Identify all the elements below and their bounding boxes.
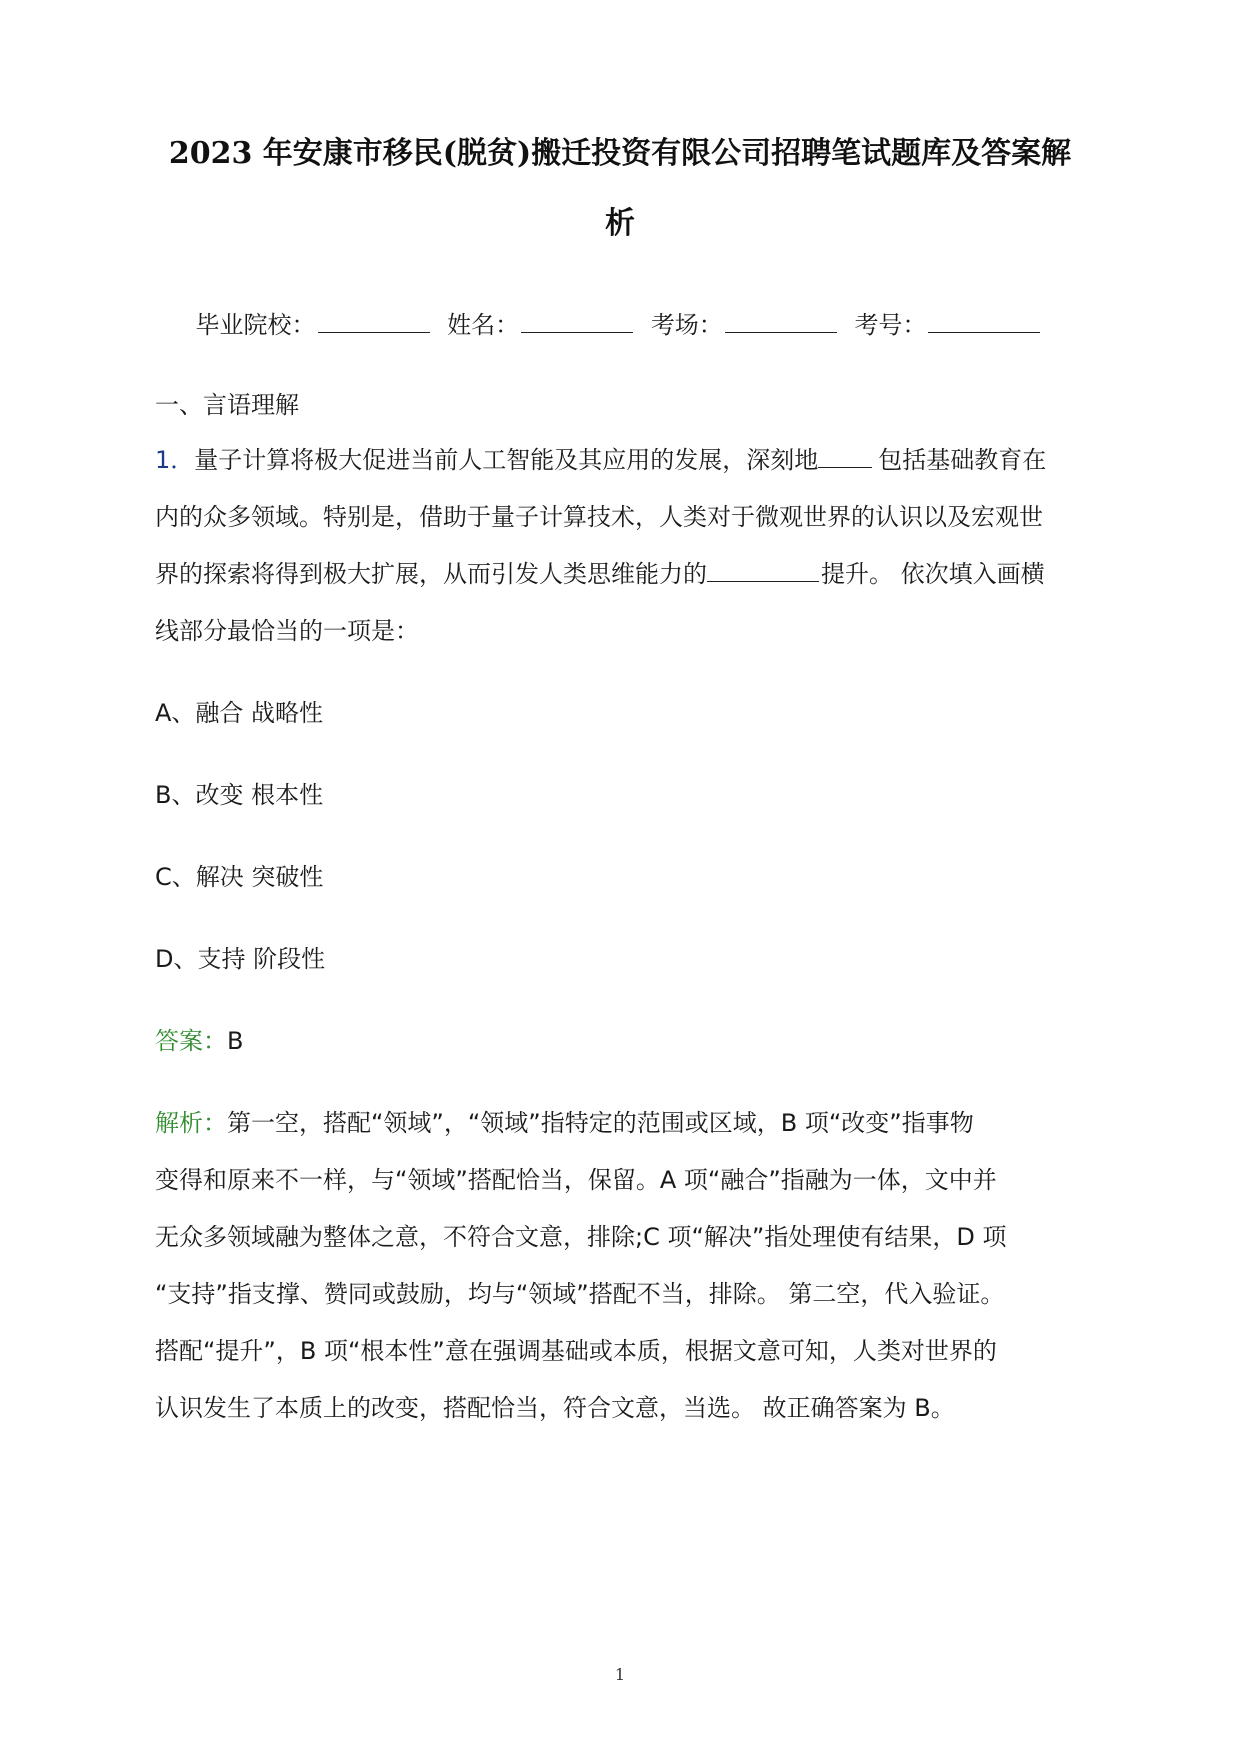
option-c: C、解决 突破性 xyxy=(155,863,324,891)
option-a: A、融合 战略性 xyxy=(155,699,324,727)
question-text-1a: 量子计算将极大促进当前人工智能及其应用的发展，深刻地 xyxy=(194,446,819,474)
analysis-line-1 xyxy=(155,1103,974,1138)
room-blank[interactable] xyxy=(725,310,837,333)
question-line-4: 线部分最恰当的一项是： xyxy=(155,617,419,645)
question-text-3a: 界的探索将得到极大扩展，从而引发人类思维能力的 xyxy=(155,560,707,588)
question-blank-1 xyxy=(818,447,872,468)
question-line-1 xyxy=(155,440,1046,475)
name-blank[interactable] xyxy=(521,310,633,333)
school-label: 毕业院校： xyxy=(195,311,316,339)
section-heading: 一、言语理解 xyxy=(155,391,299,419)
question-text-1b: 包括基础教育在 xyxy=(878,446,1047,474)
option-d: D、支持 阶段性 xyxy=(155,945,326,973)
answer-label: 答案： xyxy=(155,1027,227,1055)
analysis-line-5: 搭配“提升”，B 项“根本性”意在强调基础或本质，根据文意可知，人类对世界的 xyxy=(155,1337,997,1365)
school-blank[interactable] xyxy=(318,310,430,333)
answer-line xyxy=(155,1021,243,1056)
question-blank-2 xyxy=(707,561,819,582)
answer-value: B xyxy=(227,1027,244,1055)
room-label: 考场： xyxy=(650,311,723,339)
option-b: B、改变 根本性 xyxy=(155,781,324,809)
question-line-3 xyxy=(155,554,1045,589)
analysis-label: 解析： xyxy=(155,1109,227,1137)
page-number: 1 xyxy=(614,1665,626,1684)
analysis-line-6: 认识发生了本质上的改变，搭配恰当，符合文意，当选。 故正确答案为 B。 xyxy=(155,1394,955,1422)
question-number: 1． xyxy=(155,446,195,474)
id-label: 考号： xyxy=(854,311,927,339)
analysis-line-2: 变得和原来不一样，与“领域”搭配恰当，保留。A 项“融合”指融为一体，文中并 xyxy=(155,1166,997,1194)
candidate-info-row xyxy=(0,305,1240,340)
analysis-line-3: 无众多领域融为整体之意，不符合文意，排除;C 项“解决”指处理使有结果，D 项 xyxy=(155,1223,1007,1251)
analysis-line-4: “支持”指支撑、赞同或鼓励，均与“领域”搭配不当，排除。 第二空，代入验证。 xyxy=(155,1280,1005,1308)
id-blank[interactable] xyxy=(928,310,1040,333)
question-text-3b: 提升。 依次填入画横 xyxy=(821,560,1045,588)
document-title-line1: 2023 年安康市移民(脱贫)搬迁投资有限公司招聘笔试题库及答案解 xyxy=(168,136,1072,171)
document-title-line2: 析 xyxy=(605,206,635,241)
analysis-text-1: 第一空，搭配“领域”，“领域”指特定的范围或区域，B 项“改变”指事物 xyxy=(227,1109,974,1137)
name-label: 姓名： xyxy=(447,311,520,339)
question-line-2: 内的众多领域。特别是，借助于量子计算技术，人类对于微观世界的认识以及宏观世 xyxy=(155,503,1043,531)
